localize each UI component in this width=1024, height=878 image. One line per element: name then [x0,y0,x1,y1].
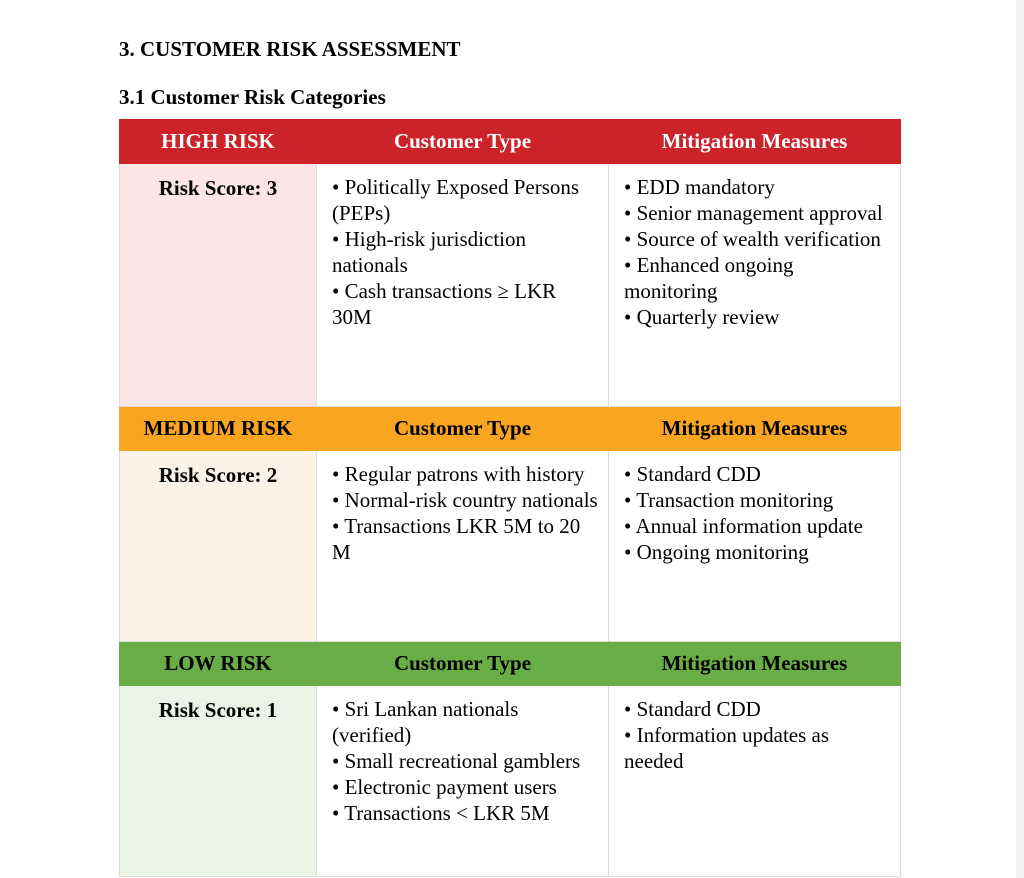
risk-score: Risk Score: 3 [120,164,317,407]
list-item: • Senior management approval [624,201,883,225]
customer-type-list [317,451,609,642]
list-item: • Standard CDD [624,697,761,721]
high-risk-header-row [120,120,901,164]
list-item: • Small recreational gamblers [332,749,581,773]
list-item: • EDD mandatory [624,175,775,199]
list-item: • Cash transactions ≥ LKR 30M [332,279,557,329]
section-title: 3. CUSTOMER RISK ASSESSMENT [119,37,461,61]
risk-level-label: LOW RISK [120,642,317,686]
high-risk-body-row [120,164,901,407]
list-item: • Transaction monitoring [624,488,834,512]
list-item: • Standard CDD [624,462,761,486]
list-item: • Quarterly review [624,305,780,329]
list-item: • Normal-risk country nationals [332,488,598,512]
list-item: • High-risk jurisdiction nationals [332,227,527,277]
mitigation-list [609,164,901,407]
list-item: • Ongoing monitoring [624,540,809,564]
list-item: • Enhanced ongoing monitoring [624,253,794,303]
list-item: • Source of wealth verification [624,227,881,251]
mitigation-list [609,451,901,642]
mitigation-list [609,686,901,877]
medium-risk-body-row [120,451,901,642]
customer-type-header: Customer Type [317,407,609,451]
customer-type-header: Customer Type [317,120,609,164]
subsection-title: 3.1 Customer Risk Categories [119,85,386,109]
low-risk-header-row [120,642,901,686]
list-item: • Annual information update [624,514,863,538]
medium-risk-header-row [120,407,901,451]
customer-type-list [317,164,609,407]
list-item: • Sri Lankan nationals (verified) [332,697,519,747]
mitigation-header: Mitigation Measures [609,642,901,686]
risk-level-label: MEDIUM RISK [120,407,317,451]
list-item: • Information updates as needed [624,723,830,773]
list-item: • Regular patrons with history [332,462,585,486]
risk-score: Risk Score: 1 [120,686,317,877]
mitigation-header: Mitigation Measures [609,407,901,451]
list-item: • Transactions LKR 5M to 20 M [332,514,581,564]
customer-type-list [317,686,609,877]
list-item: • Politically Exposed Persons (PEPs) [332,175,580,225]
risk-score: Risk Score: 2 [120,451,317,642]
mitigation-header: Mitigation Measures [609,120,901,164]
customer-type-header: Customer Type [317,642,609,686]
risk-level-label: HIGH RISK [120,120,317,164]
page-edge [1016,0,1024,878]
list-item: • Electronic payment users [332,775,557,799]
low-risk-body-row [120,686,901,877]
list-item: • Transactions < LKR 5M [332,801,550,825]
risk-categories-table [119,119,901,877]
